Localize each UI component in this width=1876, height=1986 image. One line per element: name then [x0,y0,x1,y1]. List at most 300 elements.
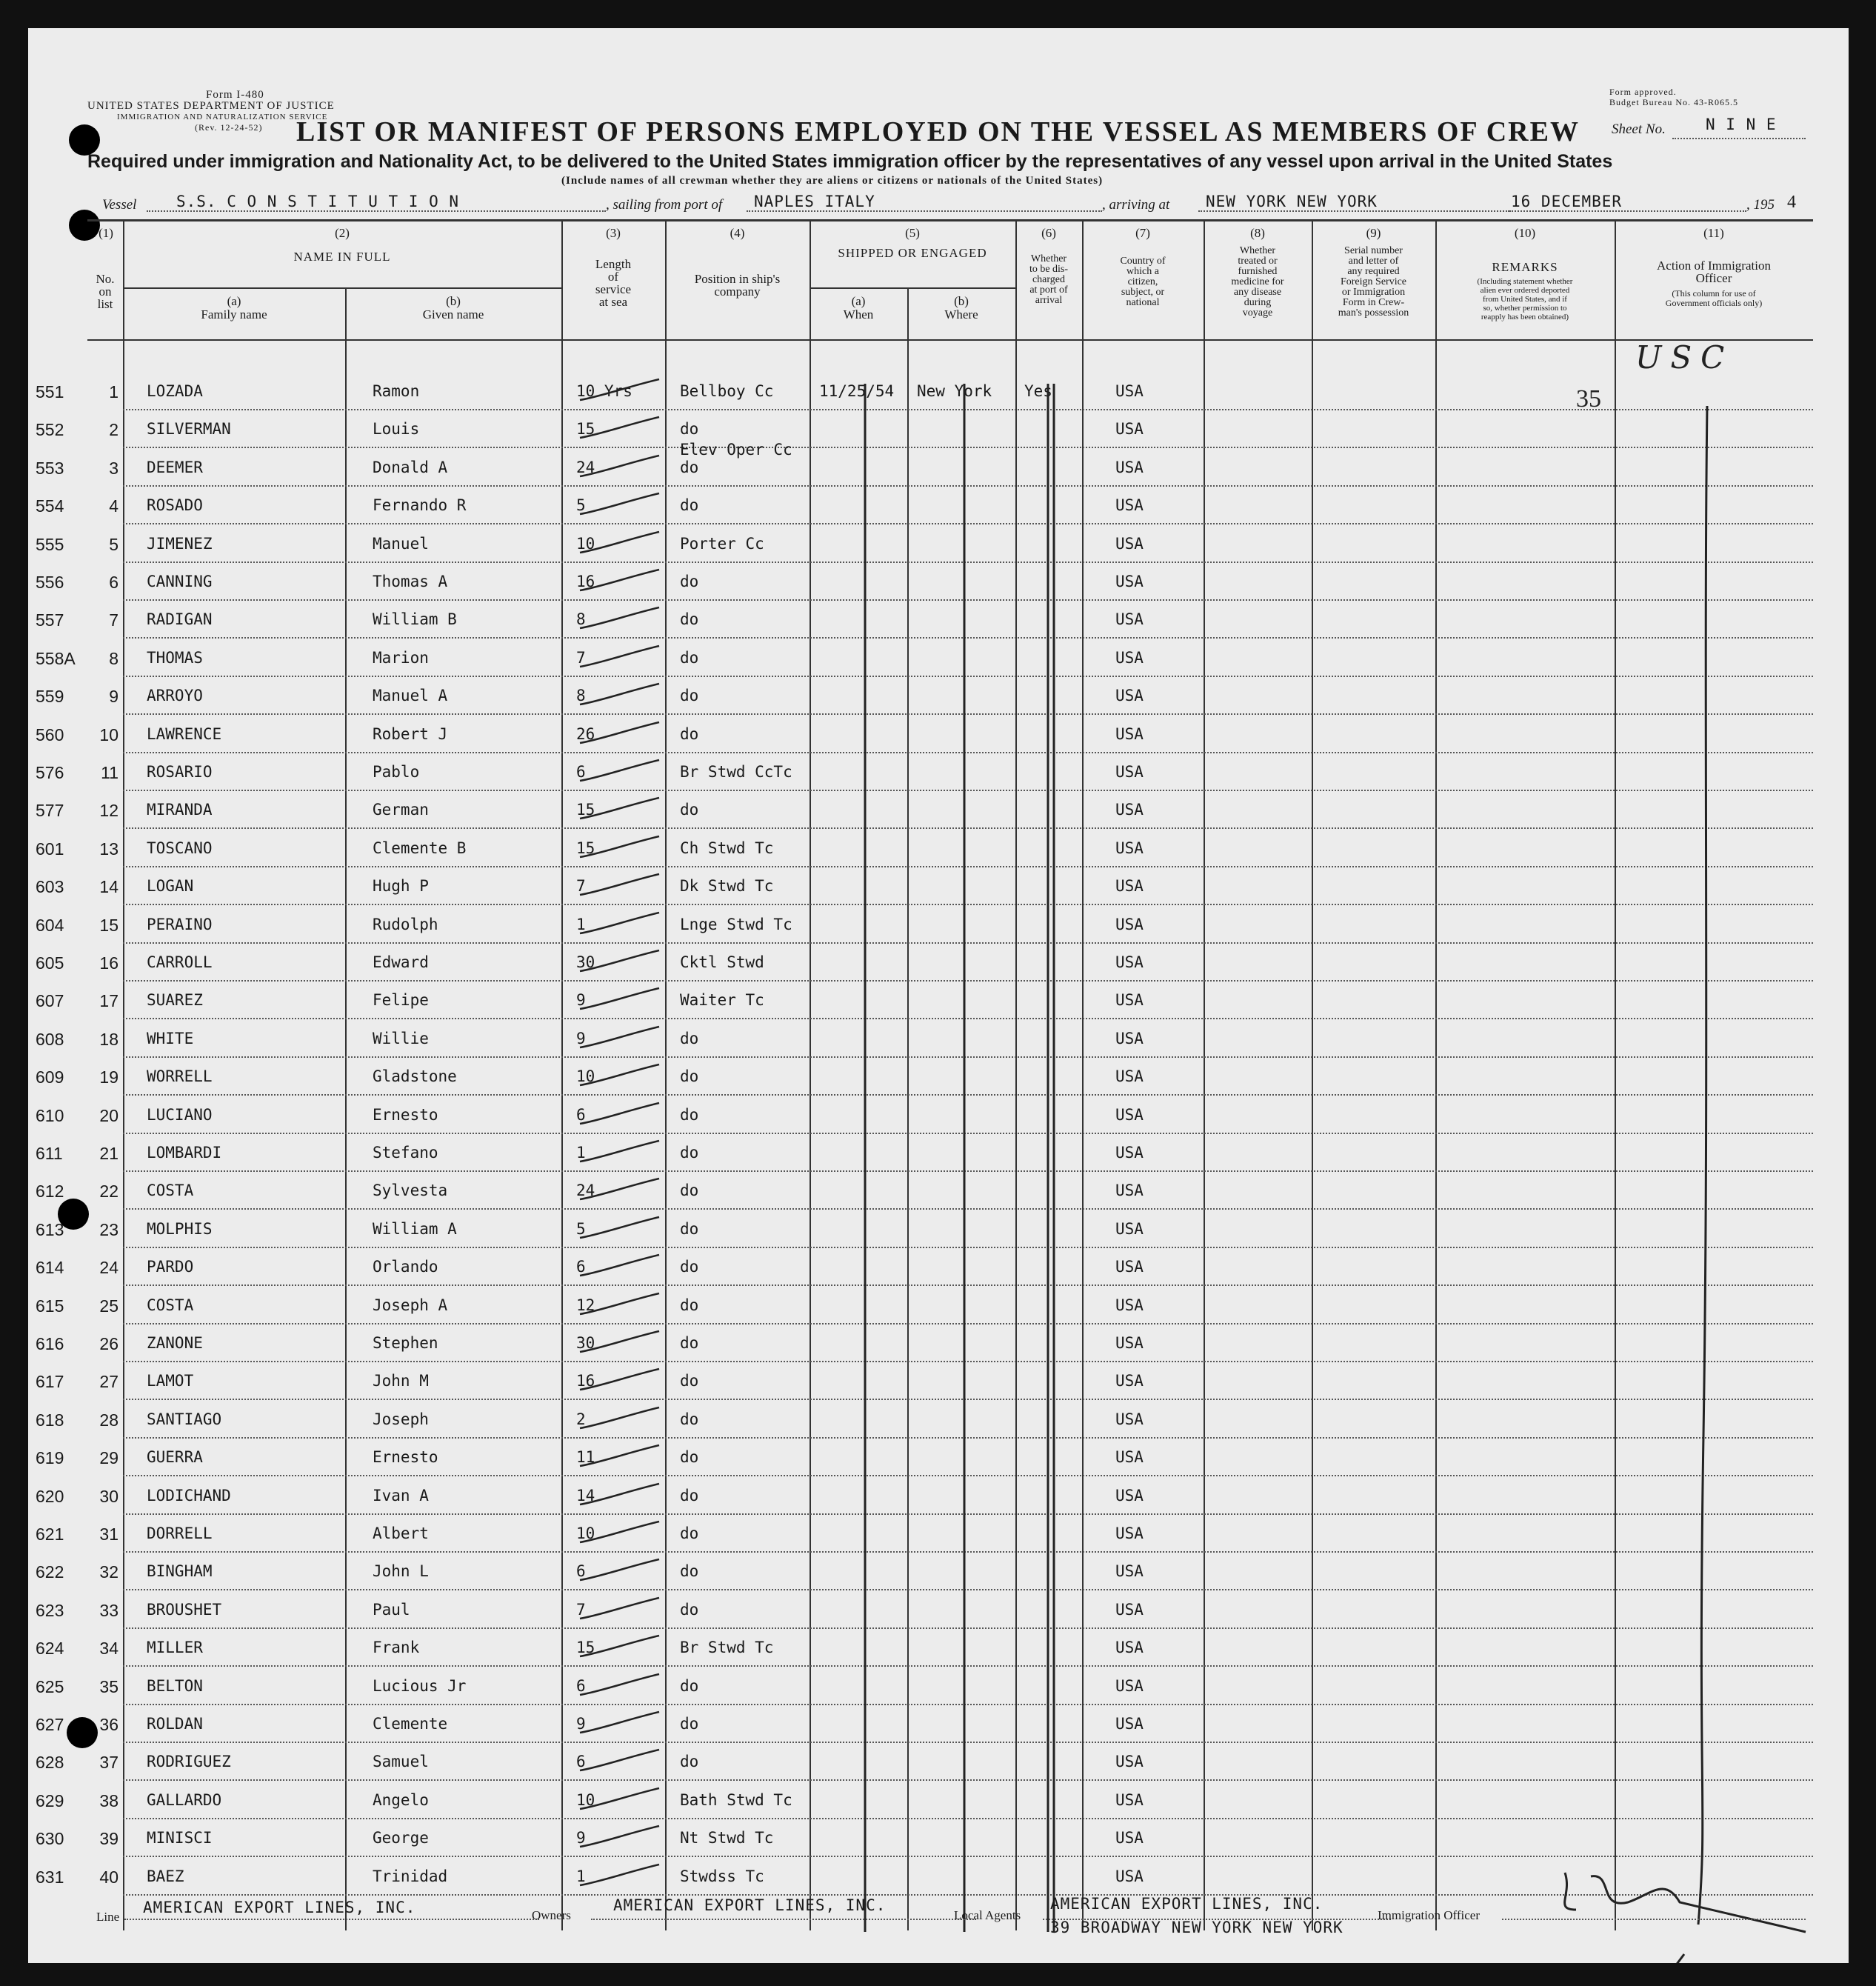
list-number: 27 [99,1372,118,1392]
length-of-service: 14 [576,1486,595,1505]
length-of-service: 5 [576,1219,586,1238]
position: do [680,1296,699,1314]
family-name: COSTA [147,1296,194,1314]
length-of-service: 24 [576,1182,595,1200]
position: do [680,1105,699,1124]
col8-line: voyage [1242,307,1273,319]
list-reference: 625 [36,1676,64,1696]
length-of-service: 15 [576,1639,595,1657]
col1-line: list [97,297,113,311]
ditto-marks [28,28,1849,1963]
family-name: ROSARIO [147,763,213,781]
country: USA [1115,1676,1144,1695]
list-reference: 614 [36,1258,64,1278]
col3-line: Length [595,257,632,271]
family-name: PARDO [147,1258,194,1276]
family-name: MILLER [147,1639,203,1657]
country: USA [1115,1867,1144,1885]
position: do [680,1753,699,1771]
col6-line: charged [1032,274,1066,285]
list-reference: 604 [36,915,64,935]
given-name: William B [373,610,457,629]
col8-number: (8) [1250,226,1265,240]
list-number: 18 [99,1029,118,1049]
list-number: 15 [99,915,118,935]
given-name: Marion [373,648,429,667]
length-of-service: 1 [576,1867,586,1885]
given-name: Ivan A [373,1486,429,1505]
position: do [680,687,699,705]
position: do [680,724,699,743]
list-reference: 554 [36,496,64,516]
position: do [680,1676,699,1695]
country: USA [1115,687,1144,705]
list-number: 8 [109,648,118,668]
list-number: 9 [109,687,118,707]
family-name: JIMENEZ [147,534,213,553]
given-name: Donald A [373,458,448,476]
col10-note-line: alien ever ordered deported [1480,286,1570,295]
list-reference: 631 [36,1867,64,1887]
length-of-service: 1 [576,915,586,933]
country: USA [1115,1562,1144,1581]
family-name: ROLDAN [147,1715,203,1733]
arrival-port: NEW YORK NEW YORK [1206,193,1378,210]
list-number: 2 [109,420,118,440]
position: do [680,1486,699,1505]
family-name: TOSCANO [147,839,213,857]
length-of-service: 15 [576,420,595,439]
family-name: LODICHAND [147,1486,231,1505]
family-name: SANTIAGO [147,1410,222,1428]
col8-line: Whether [1239,245,1276,256]
list-number: 28 [99,1410,118,1430]
position: do [680,1372,699,1390]
list-reference: 628 [36,1753,64,1773]
col4-number: (4) [730,226,745,240]
list-number: 12 [99,801,118,821]
position: do [680,1448,699,1467]
position: Nt Stwd Tc [680,1829,774,1847]
sailing-label: , sailing from port of [606,197,723,213]
position: do [680,1562,699,1581]
position: do [680,1219,699,1238]
col9-line: Foreign Service [1340,276,1407,287]
position: Lnge Stwd Tc [680,915,792,933]
list-number: 30 [99,1486,118,1506]
col5-header: SHIPPED OR ENGAGED [838,246,987,260]
list-reference: 556 [36,573,64,592]
col10-number: (10) [1514,226,1536,240]
col2a-header: Family name [201,307,267,321]
country: USA [1115,1105,1144,1124]
list-number: 33 [99,1600,118,1620]
length-of-service: 6 [576,1562,586,1581]
family-name: SILVERMAN [147,420,231,439]
family-name: SUAREZ [147,991,203,1010]
col6-line: Whether [1030,253,1067,264]
given-name: Louis [373,420,420,439]
length-of-service: 10 Yrs [576,382,632,400]
length-of-service: 30 [576,953,595,971]
col3-number: (3) [606,226,621,240]
position: do [680,573,699,590]
family-name: COSTA [147,1182,194,1200]
family-name: RODRIGUEZ [147,1753,231,1771]
length-of-service: 8 [576,687,586,705]
country: USA [1115,839,1144,857]
col8-line: any disease [1233,287,1282,298]
given-name: Joseph [373,1410,429,1428]
list-reference: 609 [36,1067,64,1087]
country: USA [1115,1715,1144,1733]
list-number: 23 [99,1219,118,1239]
line-name: AMERICAN EXPORT LINES, INC. [143,1899,416,1916]
list-number: 34 [99,1639,118,1659]
form-note: (Include names of all crewman whether they are aliens or citizens or nationals of the United States) [561,175,1104,187]
col11-note-line: Government officials only) [1665,298,1763,308]
length-of-service: 10 [576,534,595,553]
country: USA [1115,1029,1144,1047]
given-name: Angelo [373,1790,429,1809]
country: USA [1115,1829,1144,1847]
list-number: 16 [99,953,118,973]
sheet-number: N I N E [1706,116,1777,133]
list-reference: 552 [36,420,64,440]
position: do [680,648,699,667]
col3-line: of [607,270,619,284]
position: Ch Stwd Tc [680,839,774,857]
form-subtitle: Required under immigration and Nationality Act, to be delivered to the United States immigration officer by the representatives of any vessel upon arrival in the United States [87,151,1613,172]
list-reference: 576 [36,763,64,782]
given-name: Samuel [373,1753,429,1771]
col10-header: REMARKS [1492,260,1558,274]
family-name: LOGAN [147,877,194,896]
col8-line: medicine for [1231,276,1284,287]
given-name: Lucious Jr [373,1676,467,1695]
col3-line: service [595,282,632,296]
family-name: DORRELL [147,1525,213,1542]
col5a-number: (a) [851,294,866,308]
length-of-service: 10 [576,1790,595,1809]
col9-line: Serial number [1344,245,1403,256]
col5b-number: (b) [954,294,969,308]
country: USA [1115,1067,1144,1086]
col11-line: Officer [1695,271,1732,285]
position: Br Stwd Tc [680,1639,774,1657]
list-number: 36 [99,1715,118,1734]
col9-line: any required [1347,266,1400,277]
position: do [680,1144,699,1162]
list-number: 19 [99,1067,118,1087]
col2b-number: (b) [446,294,461,308]
length-of-service: 9 [576,1029,586,1047]
given-name: Ramon [373,382,420,400]
length-of-service: 6 [576,1105,586,1124]
given-name: Joseph A [373,1296,448,1314]
sheet-label: Sheet No. [1612,121,1666,137]
page-title: LIST OR MANIFEST OF PERSONS EMPLOYED ON THE VESSEL AS MEMBERS OF CREW [296,116,1580,147]
list-reference: 577 [36,801,64,821]
list-number: 29 [99,1448,118,1468]
length-of-service: 9 [576,1715,586,1733]
revision: (Rev. 12-24-52) [195,122,263,133]
family-name: ROSADO [147,496,203,515]
position: do [680,496,699,515]
col6-line: at port of [1029,284,1068,296]
position: do [680,458,699,476]
col7-line: which a [1126,266,1159,277]
given-name: German [373,801,429,819]
list-number: 13 [99,839,118,859]
list-reference: 629 [36,1790,64,1810]
given-name: Stephen [373,1334,438,1352]
length-of-service: 15 [576,801,595,819]
length-of-service: 2 [576,1410,586,1428]
length-of-service: 6 [576,1676,586,1695]
owners-rule [591,1919,976,1920]
country: USA [1115,1448,1144,1467]
vessel-name: S.S. C O N S T I T U T I O N [176,193,460,210]
given-name: Manuel A [373,687,448,705]
col7-line: subject, or [1121,287,1165,298]
list-number: 4 [109,496,118,516]
family-name: MINISCI [147,1829,213,1847]
country: USA [1115,1790,1144,1809]
length-of-service: 10 [576,1525,595,1542]
country: USA [1115,382,1144,400]
list-number: 25 [99,1296,118,1316]
given-name: Thomas A [373,573,448,590]
family-name: ARROYO [147,687,203,705]
family-name: CANNING [147,573,213,590]
position: do [680,420,699,439]
country: USA [1115,1753,1144,1771]
col9-line: and letter of [1348,256,1399,267]
list-reference: 618 [36,1410,64,1430]
owners-label: Owners [532,1908,571,1922]
list-reference: 617 [36,1372,64,1392]
agents-rule [1043,1919,1391,1920]
country: USA [1115,724,1144,743]
given-name: Clemente [373,1715,448,1733]
given-name: George [373,1829,429,1847]
col11-note-line: (This column for use of [1672,288,1756,299]
col2a-number: (a) [227,294,241,308]
country: USA [1115,1296,1144,1314]
list-reference: 627 [36,1715,64,1734]
family-name: BINGHAM [147,1562,213,1581]
list-reference: 616 [36,1334,64,1353]
position: Br Stwd CcTc [680,763,792,781]
list-reference: 611 [36,1144,63,1163]
given-name: Stefano [373,1144,438,1162]
length-of-service: 6 [576,763,586,781]
agents-address: 39 BROADWAY NEW YORK NEW YORK [1050,1919,1343,1936]
list-number: 24 [99,1258,118,1278]
family-name: LAWRENCE [147,724,222,743]
list-reference: 613 [36,1219,64,1239]
list-reference: 559 [36,687,64,707]
given-name: John M [373,1372,429,1390]
list-number: 32 [99,1562,118,1582]
list-number: 35 [99,1676,118,1696]
position: do [680,1182,699,1200]
col5a-header: When [843,307,874,321]
position: do [680,1258,699,1276]
list-reference: 603 [36,877,64,897]
check-mark [1658,1954,1684,1963]
position: do [680,1334,699,1352]
given-name: Manuel [373,534,429,553]
position-correction: Elev Oper Cc [680,440,792,459]
list-reference: 620 [36,1486,64,1506]
list-reference: 623 [36,1600,64,1620]
col10-note-line: from United States, and if [1483,295,1567,304]
family-name: RADIGAN [147,610,213,629]
col10-note-line: (Including statement whether [1477,277,1573,286]
list-reference: 622 [36,1562,64,1582]
given-name: Paul [373,1600,410,1619]
list-number: 20 [99,1105,118,1125]
col1-number: (1) [99,226,113,240]
length-of-service: 7 [576,877,586,896]
country: USA [1115,1258,1144,1276]
shipped-when: 11/25/54 [819,382,895,400]
list-reference: 560 [36,724,64,744]
list-reference: 615 [36,1296,64,1316]
arriving-label: , arriving at [1102,197,1170,213]
crew-count: 35 [1576,385,1601,413]
family-name: BAEZ [147,1867,184,1885]
col4-line: company [714,284,761,299]
list-number: 17 [99,991,118,1011]
position: do [680,1600,699,1619]
col9-line: man's possession [1338,307,1409,319]
length-of-service: 8 [576,610,586,629]
col7-line: Country of [1120,256,1166,267]
col7-number: (7) [1135,226,1150,240]
given-name: Rudolph [373,915,438,933]
col10-note-line: reapply has been obtained) [1481,313,1569,321]
col8-line: during [1244,297,1272,308]
col8-line: furnished [1238,266,1278,277]
list-reference: 610 [36,1105,64,1125]
list-reference: 607 [36,991,64,1011]
owners-name: AMERICAN EXPORT LINES, INC. [613,1896,887,1914]
given-name: Robert J [373,724,448,743]
col8-line: treated or [1238,256,1278,267]
list-number: 5 [109,534,118,554]
given-name: Ernesto [373,1105,438,1124]
list-number: 26 [99,1334,118,1353]
family-name: THOMAS [147,648,203,667]
given-name: Albert [373,1525,429,1542]
given-name: Clemente B [373,839,467,857]
given-name: Hugh P [373,877,429,896]
country: USA [1115,534,1144,553]
list-number: 31 [99,1525,118,1544]
list-number: 14 [99,877,118,897]
col4-line: Position in ship's [694,272,781,286]
country: USA [1115,763,1144,781]
family-name: PERAINO [147,915,213,933]
departure-port: NAPLES ITALY [754,193,875,210]
col11-line: Action of Immigration [1657,259,1771,273]
list-number: 38 [99,1790,118,1810]
given-name: Ernesto [373,1448,438,1467]
family-name: ZANONE [147,1334,203,1352]
col6-line: to be dis- [1029,264,1069,275]
list-reference: 605 [36,953,64,973]
country: USA [1115,1486,1144,1505]
list-number: 11 [101,763,118,782]
length-of-service: 5 [576,496,586,515]
position: Bellboy Cc [680,382,774,400]
country: USA [1115,1372,1144,1390]
family-name: LOMBARDI [147,1144,222,1162]
col2b-header: Given name [422,307,484,321]
family-name: LAMOT [147,1372,194,1390]
length-of-service: 9 [576,1829,586,1847]
given-name: Fernando R [373,496,467,515]
list-reference: 612 [36,1182,64,1202]
col1-line: on [99,284,112,299]
country: USA [1115,573,1144,590]
family-name: CARROLL [147,953,213,971]
length-of-service: 16 [576,573,595,590]
country: USA [1115,1219,1144,1238]
country: USA [1115,458,1144,476]
shipped-where: New York [917,382,992,400]
family-name: GALLARDO [147,1790,222,1809]
list-number: 7 [109,610,118,630]
length-of-service: 24 [576,458,595,476]
length-of-service: 16 [576,1372,595,1390]
col6-line: arrival [1035,295,1063,306]
col10-note-line: so, whether permission to [1483,304,1567,313]
position: Dk Stwd Tc [680,877,774,896]
manifest-sheet [28,28,1849,1963]
family-name: BROUSHET [147,1600,222,1619]
list-number: 10 [99,724,118,744]
service: IMMIGRATION AND NATURALIZATION SERVICE [117,113,328,121]
length-of-service: 15 [576,839,595,857]
vessel-label: Vessel [102,197,137,213]
list-reference: 624 [36,1639,64,1659]
length-of-service: 11 [576,1448,595,1467]
col6-number: (6) [1041,226,1056,240]
given-name: Gladstone [373,1067,457,1086]
col9-line: or Immigration [1341,287,1406,298]
position: do [680,801,699,819]
list-number: 3 [109,458,118,478]
given-name: Willie [373,1029,429,1047]
position: do [680,1029,699,1047]
given-name: John L [373,1562,429,1581]
country: USA [1115,648,1144,667]
line-rule [124,1919,539,1920]
form-approved: Form approved. [1609,87,1677,97]
given-name: Orlando [373,1258,438,1276]
position: do [680,1067,699,1086]
length-of-service: 12 [576,1296,595,1314]
country: USA [1115,953,1144,971]
list-reference: 557 [36,610,64,630]
agents-label: Local Agents [954,1908,1021,1922]
usc-annotation: USC [1635,339,1734,376]
col11-number: (11) [1703,226,1724,240]
